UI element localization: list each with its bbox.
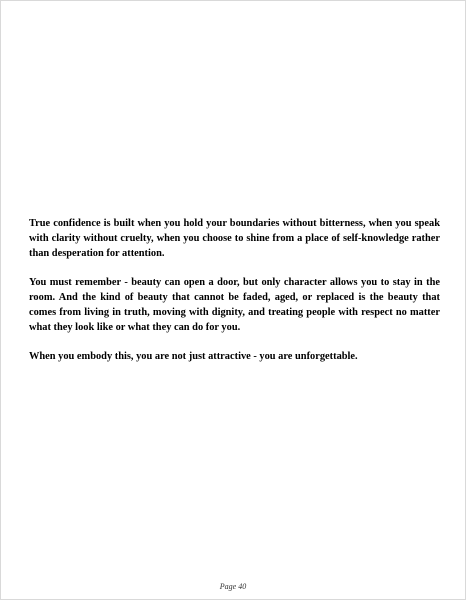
page-body <box>29 216 440 378</box>
paragraph-3: When you embody this, you are not just attractive - you are unforgettable. <box>29 351 358 362</box>
paragraph-1: True confidence is built when you hold your boundaries without bitterness, when you speak with clarity without cruelty, when you choose to shine from a place of self-knowledge rather than desperation for attention. <box>29 218 440 259</box>
paragraph-2: You must remember - beauty can open a door, but only character allows you to stay in the room. And the kind of beauty that cannot be faded, aged, or replaced is the beauty that comes from living in truth, moving with dignity, and treating people with respect no matter what they look like or what they can do for you. <box>29 277 440 333</box>
page-number: Page 40 <box>219 582 247 591</box>
